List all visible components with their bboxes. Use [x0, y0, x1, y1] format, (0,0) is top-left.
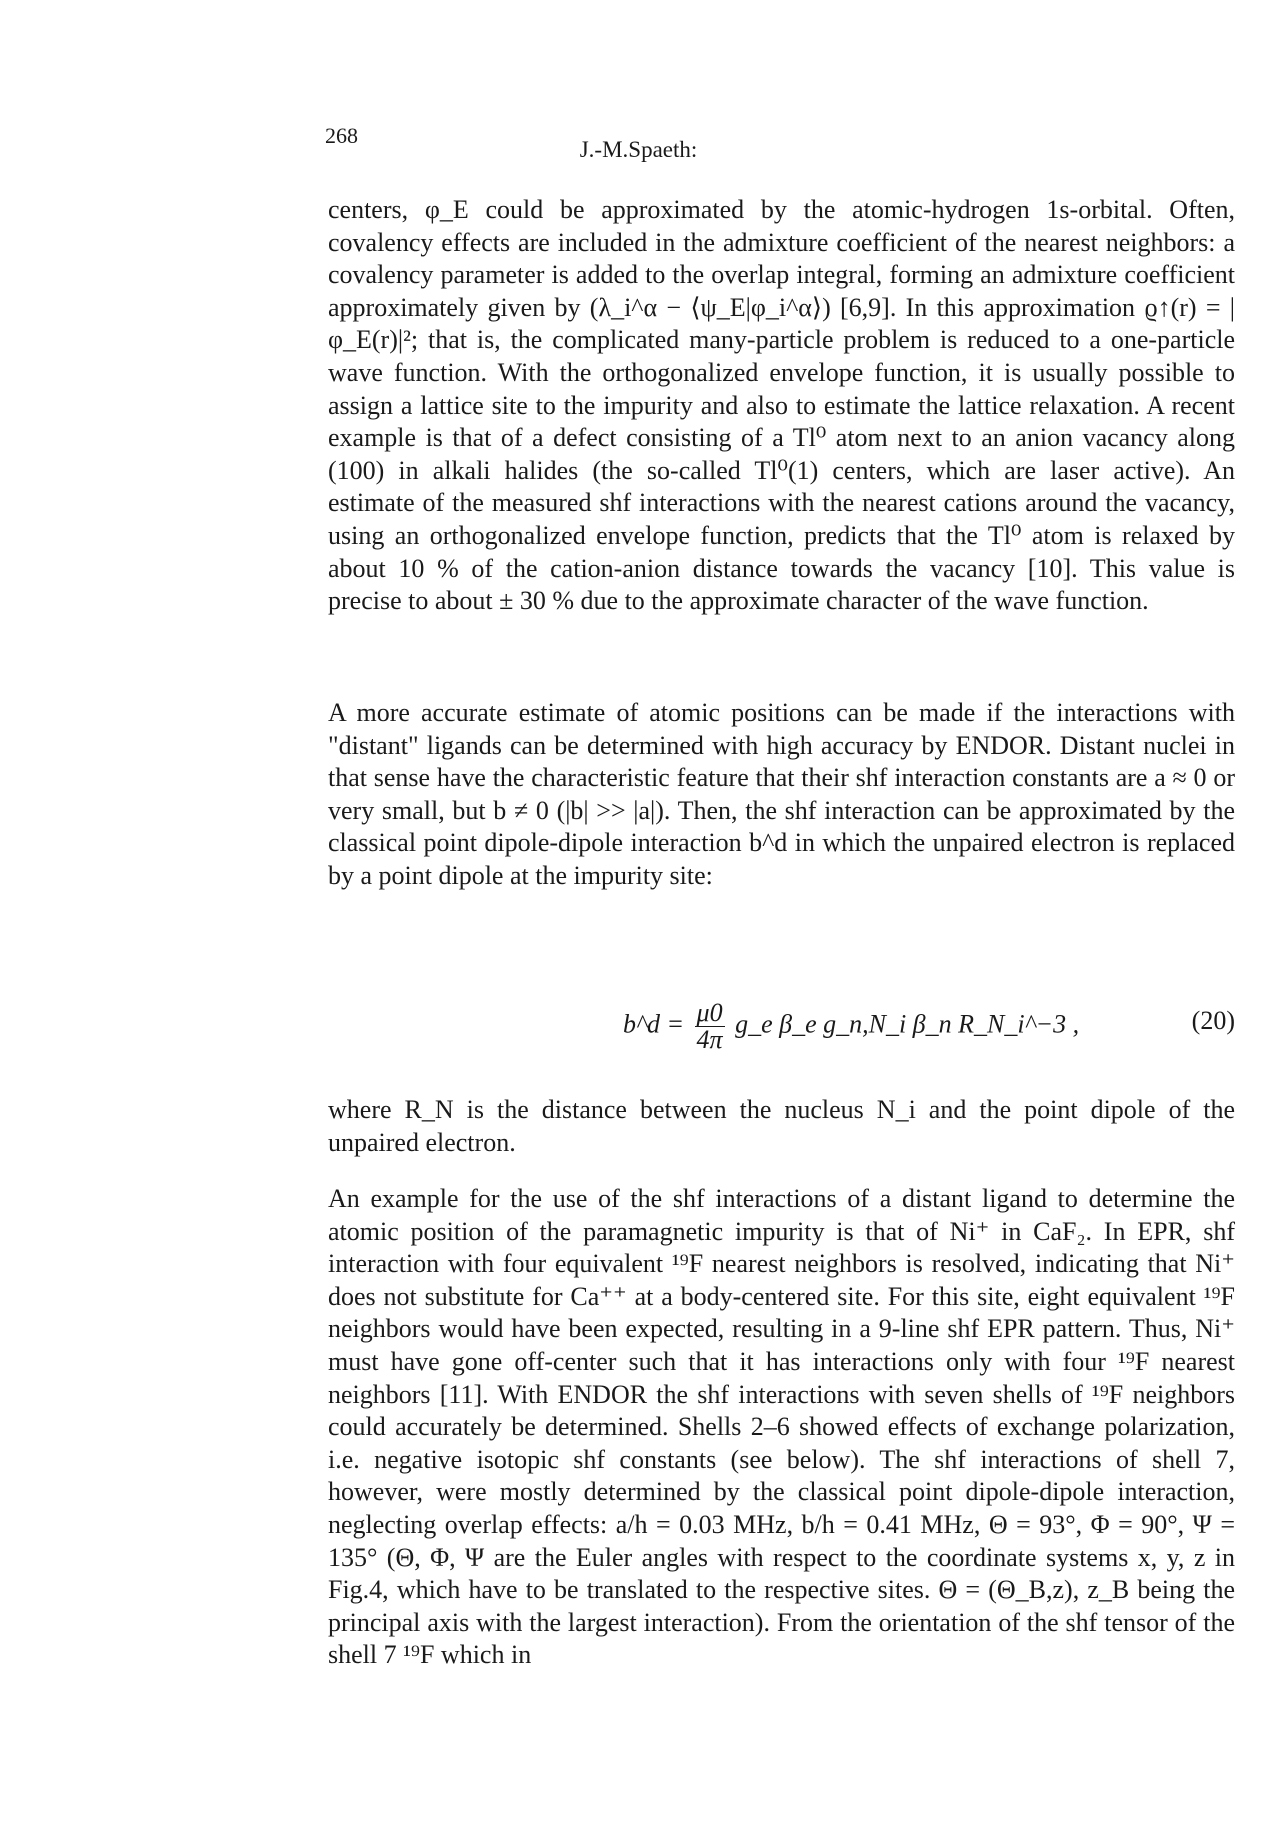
fraction-numerator: μ0 — [696, 998, 723, 1027]
body-paragraph-4: An example for the use of the shf interactions of a distant ligand to determine the atomic position of the paramagnetic impurity is that of Ni⁺ in CaF₂. In EPR, shf interaction with four equivalent ¹⁹F nearest neighbors is resolved, indicating that Ni⁺ does not substitute for Ca⁺⁺ at a body-centered site. For this site, eight equivalent ¹⁹F neighbors would have been expected, resulting in a 9-line shf EPR pattern. Thus, Ni⁺ must have gone off-center such that it has interactions only with four ¹⁹F nearest neighbors [11]. With ENDOR the shf interactions with seven shells of ¹⁹F neighbors could accurately be determined. Shells 2–6 showed effects of exchange polarization, i.e. negative isotopic shf constants (see below). The shf interactions of shell 7, however, were mostly determined by the classical point dipole-dipole interaction, neglecting overlap effects: a/h = 0.03 MHz, b/h = 0.41 MHz, Θ = 93°, Φ = 90°, Ψ = 135° (Θ, Φ, Ψ are the Euler angles with respect to the coordinate systems x, y, z in Fig.4, which have to be translated to the respective sites. Θ = (Θ_B,z), z_B being the principal axis with the largest interaction). From the orientation of the shf tensor of the shell 7 ¹⁹F which in — [328, 1184, 1235, 1670]
equation-body — [623, 1000, 1079, 1053]
page-number: 268 — [325, 123, 358, 148]
equation-rhs: g_e β_e g_n,N_i β_n R_N_i^−3 , — [735, 1009, 1080, 1039]
equation-lhs: b^d = — [623, 1009, 685, 1039]
equation-fraction — [695, 1000, 725, 1053]
body-paragraph-2: A more accurate estimate of atomic positions can be made if the interactions with "distant" ligands can be determined with high accuracy by ENDOR. Distant nuclei in that sense have the characteristic feature that their shf interaction constants are a ≈ 0 or very small, but b ≠ 0 (|b| >> |a|). Then, the shf interaction can be approximated by the classical point dipole-dipole interaction b^d in which the unpaired electron is replaced by a point dipole at the impurity site: — [328, 698, 1235, 890]
fraction-denominator: 4π — [696, 1025, 723, 1054]
equation-number: (20) — [1191, 1006, 1235, 1035]
body-paragraph-1: centers, φ_E could be approximated by the atomic-hydrogen 1s-orbital. Often, covalency effects are included in the admixture coefficient of the nearest neighbors: a covalency parameter is added to the overlap integral, forming an admixture coefficient approximately given by (λ_i^α − ⟨ψ_E|φ_i^α⟩) [6,9]. In this approximation ϱ↑(r) = |φ_E(r)|²; that is, the complicated many-particle problem is reduced to a one-particle wave function. With the orthogonalized envelope function, it is usually possible to assign a lattice site to the impurity and also to estimate the lattice relaxation. A recent example is that of a defect consisting of a Tl⁰ atom next to an anion vacancy along (100) in alkali halides (the so-called Tl⁰(1) centers, which are laser active). An estimate of the measured shf interactions with the nearest cations around the vacancy, using an orthogonalized envelope function, predicts that the Tl⁰ atom is relaxed by about 10 % of the cation-anion distance towards the vacancy [10]. This value is precise to about ± 30 % due to the approximate character of the wave function. — [328, 195, 1235, 616]
body-paragraph-3: where R_N is the distance between the nucleus N_i and the point dipole of the unpaired electron. — [328, 1095, 1235, 1157]
equation-20 — [328, 990, 1235, 1060]
running-head: J.-M.Spaeth: — [579, 137, 698, 162]
